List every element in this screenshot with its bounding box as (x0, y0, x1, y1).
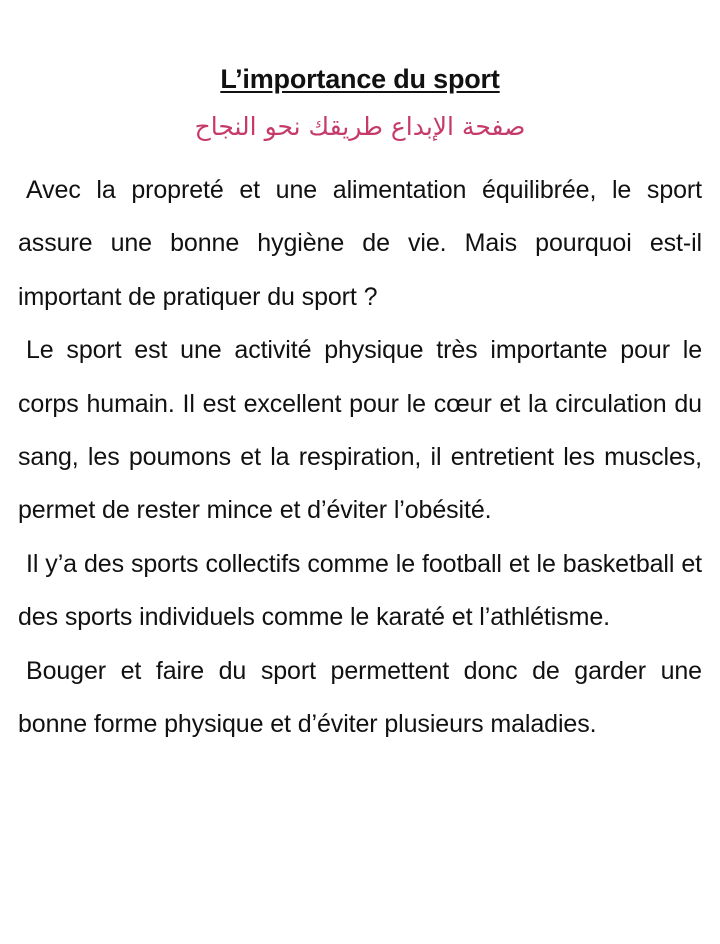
document-title: L’importance du sport (220, 64, 500, 94)
document-body (18, 164, 702, 751)
paragraph-sport-types: Il y’a des sports collectifs comme le football et le basketball et des sports individuels comme le karaté et l’athlétisme. (18, 549, 702, 632)
paragraph-benefits: Le sport est une activité physique très importante pour le corps humain. Il est excellent pour le cœur et la circulation du sang, les poumons et la respiration, il entretient les muscles, permet de rester mince et d’éviter l’obésité. (18, 336, 702, 525)
paragraph-conclusion: Bouger et faire du sport permettent donc de garder une bonne forme physique et d’éviter plusieurs maladies. (18, 656, 702, 739)
paragraph-intro: Avec la propreté et une alimentation équilibrée, le sport assure une bonne hygiène de vie. Mais pourquoi est-il important de pratiquer du sport ? (18, 176, 702, 311)
arabic-subtitle: صفحة الإبداع طريقك نحو النجاح (194, 112, 526, 141)
